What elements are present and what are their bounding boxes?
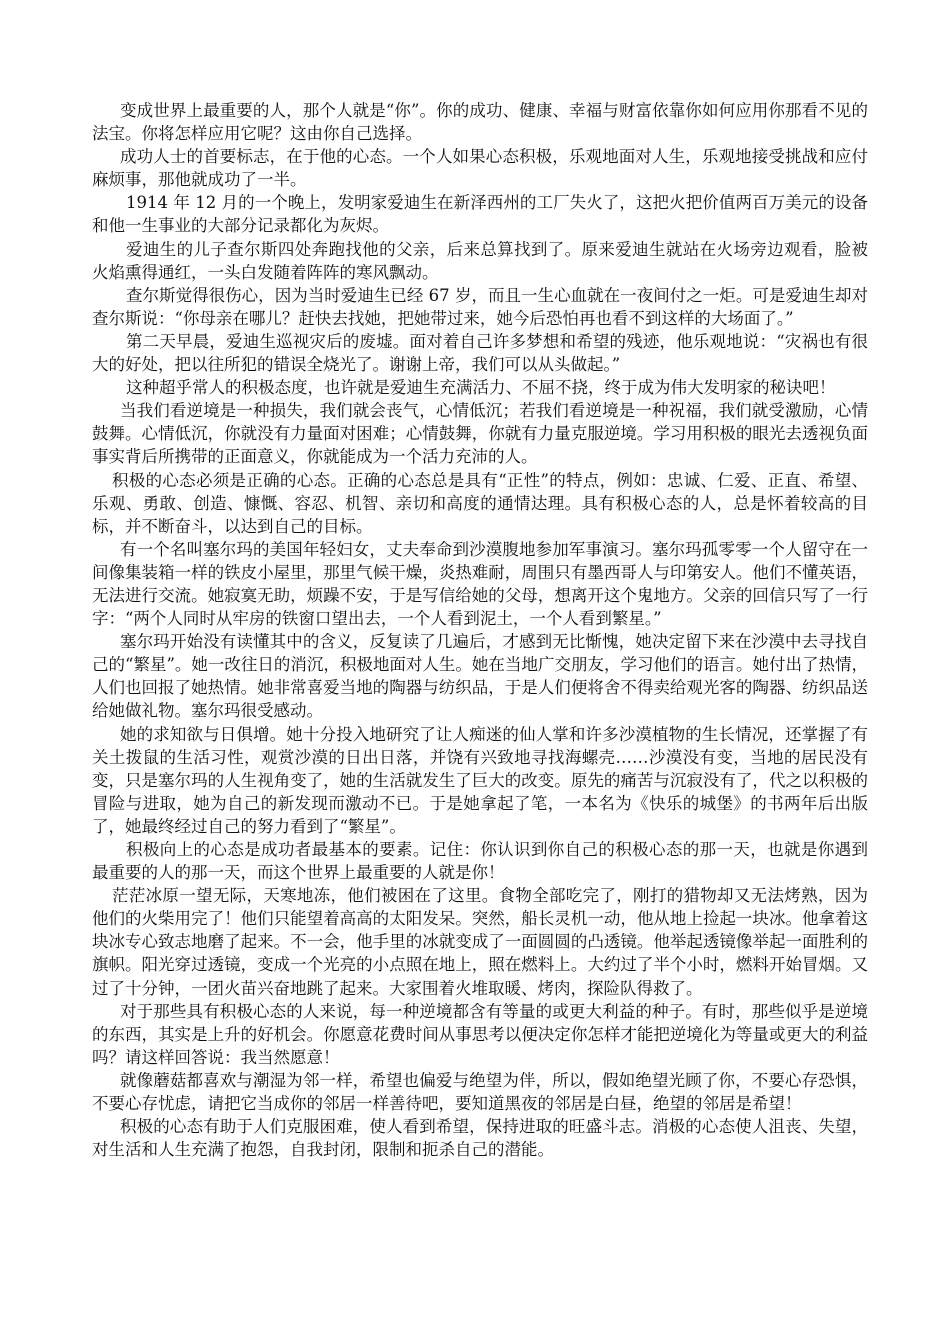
paragraph-11: 塞尔玛开始没有读懂其中的含义，反复读了几遍后，才感到无比惭愧，她决定留下来在沙漠中去寻找自己的“繁星”。她一改往日的消沉，积极地面对人生。她在当地广交朋友，学习他们的语言。她付出了热情，人们也回报了她热情。她非常喜爱当地的陶器与纺织品，于是人们便将舍不得卖给观光客的陶器、纺织品送给她做礼物。塞尔玛很受感动。 (92, 632, 868, 721)
paragraph-12: 她的求知欲与日俱增。她十分投入地研究了让人痴迷的仙人掌和许多沙漠植物的生长情况，还掌握了有关土拨鼠的生活习性，观赏沙漠的日出日落，并饶有兴致地寻找海螺壳……沙漠没有变，当地的居民没有变，只是塞尔玛的人生视角变了，她的生活就发生了巨大的改变。原先的痛苦与沉寂没有了，代之以积极的冒险与进取，她为自己的新发现而激动不已。于是她拿起了笔，一本名为《快乐的城堡》的书两年后出版了，她最终经过自己的努力看到了“繁星”。 (92, 724, 868, 836)
paragraph-2: 成功人士的首要标志，在于他的心态。一个人如果心态积极，乐观地面对人生，乐观地接受挑战和应付麻烦事，那他就成功了一半。 (92, 147, 868, 190)
document-page (92, 99, 868, 1161)
paragraph-13: 积极向上的心态是成功者最基本的要素。记住：你认识到你自己的积极心态的那一天，也就是你遇到最重要的人的那一天，而这个世界上最重要的人就是你！ (92, 840, 868, 883)
paragraph-8: 当我们看逆境是一种损失，我们就会丧气，心情低沉；若我们看逆境是一种祝福，我们就受激励，心情鼓舞。心情低沉，你就没有力量面对困难；心情鼓舞，你就有力量克服逆境。学习用积极的眼光去透视负面事实背后所携带的正面意义，你就能成为一个活力充沛的人。 (92, 401, 868, 467)
paragraph-14: 茫茫冰原一望无际，天寒地冻，他们被困在了这里。食物全部吃完了，刚打的猎物却又无法烤熟，因为他们的火柴用完了！他们只能望着高高的太阳发呆。突然，船长灵机一动，他从地上捡起一块冰。他拿着这块冰专心致志地磨了起来。不一会，他手里的冰就变成了一面圆圆的凸透镜。他举起透镜像举起一面胜利的旗帜。阳光穿过透镜，变成一个光亮的小点照在地上，照在燃料上。大约过了半个小时，燃料开始冒烟。又过了十分钟，一团火苗兴奋地跳了起来。大家围着火堆取暖、烤肉，探险队得救了。 (92, 886, 868, 998)
paragraph-15: 对于那些具有积极心态的人来说，每一种逆境都含有等量的或更大利益的种子。有时，那些似乎是逆境的东西，其实是上升的好机会。你愿意花费时间从事思考以便决定你怎样才能把逆境化为等量或更大的利益吗？请这样回答说：我当然愿意！ (92, 1001, 868, 1067)
paragraph-7: 这种超乎常人的积极态度，也许就是爱迪生充满活力、不屈不挠，终于成为伟大发明家的秘诀吧！ (126, 378, 836, 398)
paragraph-10: 有一个名叫塞尔玛的美国年轻妇女，丈夫奉命到沙漠腹地参加军事演习。塞尔玛孤零零一个人留守在一间像集装箱一样的铁皮小屋里，那里气候干燥，炎热难耐，周围只有墨西哥人与印第安人。他们不懂英语，无法进行交流。她寂寞无助，烦躁不安，于是写信给她的父母，想离开这个鬼地方。父亲的回信只写了一行字：“两个人同时从牢房的铁窗口望出去，一个人看到泥土，一个人看到繁星。” (92, 539, 868, 629)
paragraph-6: 第二天早晨，爱迪生巡视灾后的废墟。面对着自己许多梦想和希望的残迹，他乐观地说：“灾祸也有很大的好处，把以往所犯的错误全烧光了。谢谢上帝，我们可以从头做起。” (92, 331, 868, 375)
paragraph-16: 就像蘑菇都喜欢与潮湿为邻一样，希望也偏爱与绝望为伴，所以，假如绝望光顾了你，不要心存恐惧，不要心存忧虑，请把它当成你的邻居一样善待吧，要知道黑夜的邻居是白昼，绝望的邻居是希望！ (92, 1070, 868, 1114)
paragraph-4: 爱迪生的儿子查尔斯四处奔跑找他的父亲，后来总算找到了。原来爱迪生就站在火场旁边观看，脸被火焰熏得通红，一头白发随着阵阵的寒风飘动。 (92, 239, 868, 282)
paragraph-17: 积极的心态有助于人们克服困难，使人看到希望，保持进取的旺盛斗志。消极的心态使人沮丧、失望，对生活和人生充满了抱怨，自我封闭，限制和扼杀自己的潜能。 (92, 1117, 868, 1160)
paragraph-1: 变成世界上最重要的人，那个人就是“你”。你的成功、健康、幸福与财富依靠你如何应用你那看不见的法宝。你将怎样应用它呢？这由你自己选择。 (92, 101, 868, 144)
paragraph-9: 积极的心态必须是正确的心态。正确的心态总是具有“正性”的特点，例如：忠诚、仁爱、正直、希望、乐观、勇敢、创造、慷慨、容忍、机智、亲切和高度的通情达理。具有积极心态的人，总是怀着较高的目标，并不断奋斗，以达到自己的目标。 (92, 470, 868, 536)
paragraph-5: 查尔斯觉得很伤心，因为当时爱迪生已经 67 岁，而且一生心血就在一夜间付之一炬。可是爱迪生却对查尔斯说：“你母亲在哪儿？赶快去找她，把她带过来，她今后恐怕再也看不到这样的大场面了。” (92, 285, 868, 328)
paragraph-3: 1914 年 12 月的一个晚上，发明家爱迪生在新泽西州的工厂失火了，这把火把价值两百万美元的设备和他一生事业的大部分记录都化为灰烬。 (92, 193, 868, 236)
